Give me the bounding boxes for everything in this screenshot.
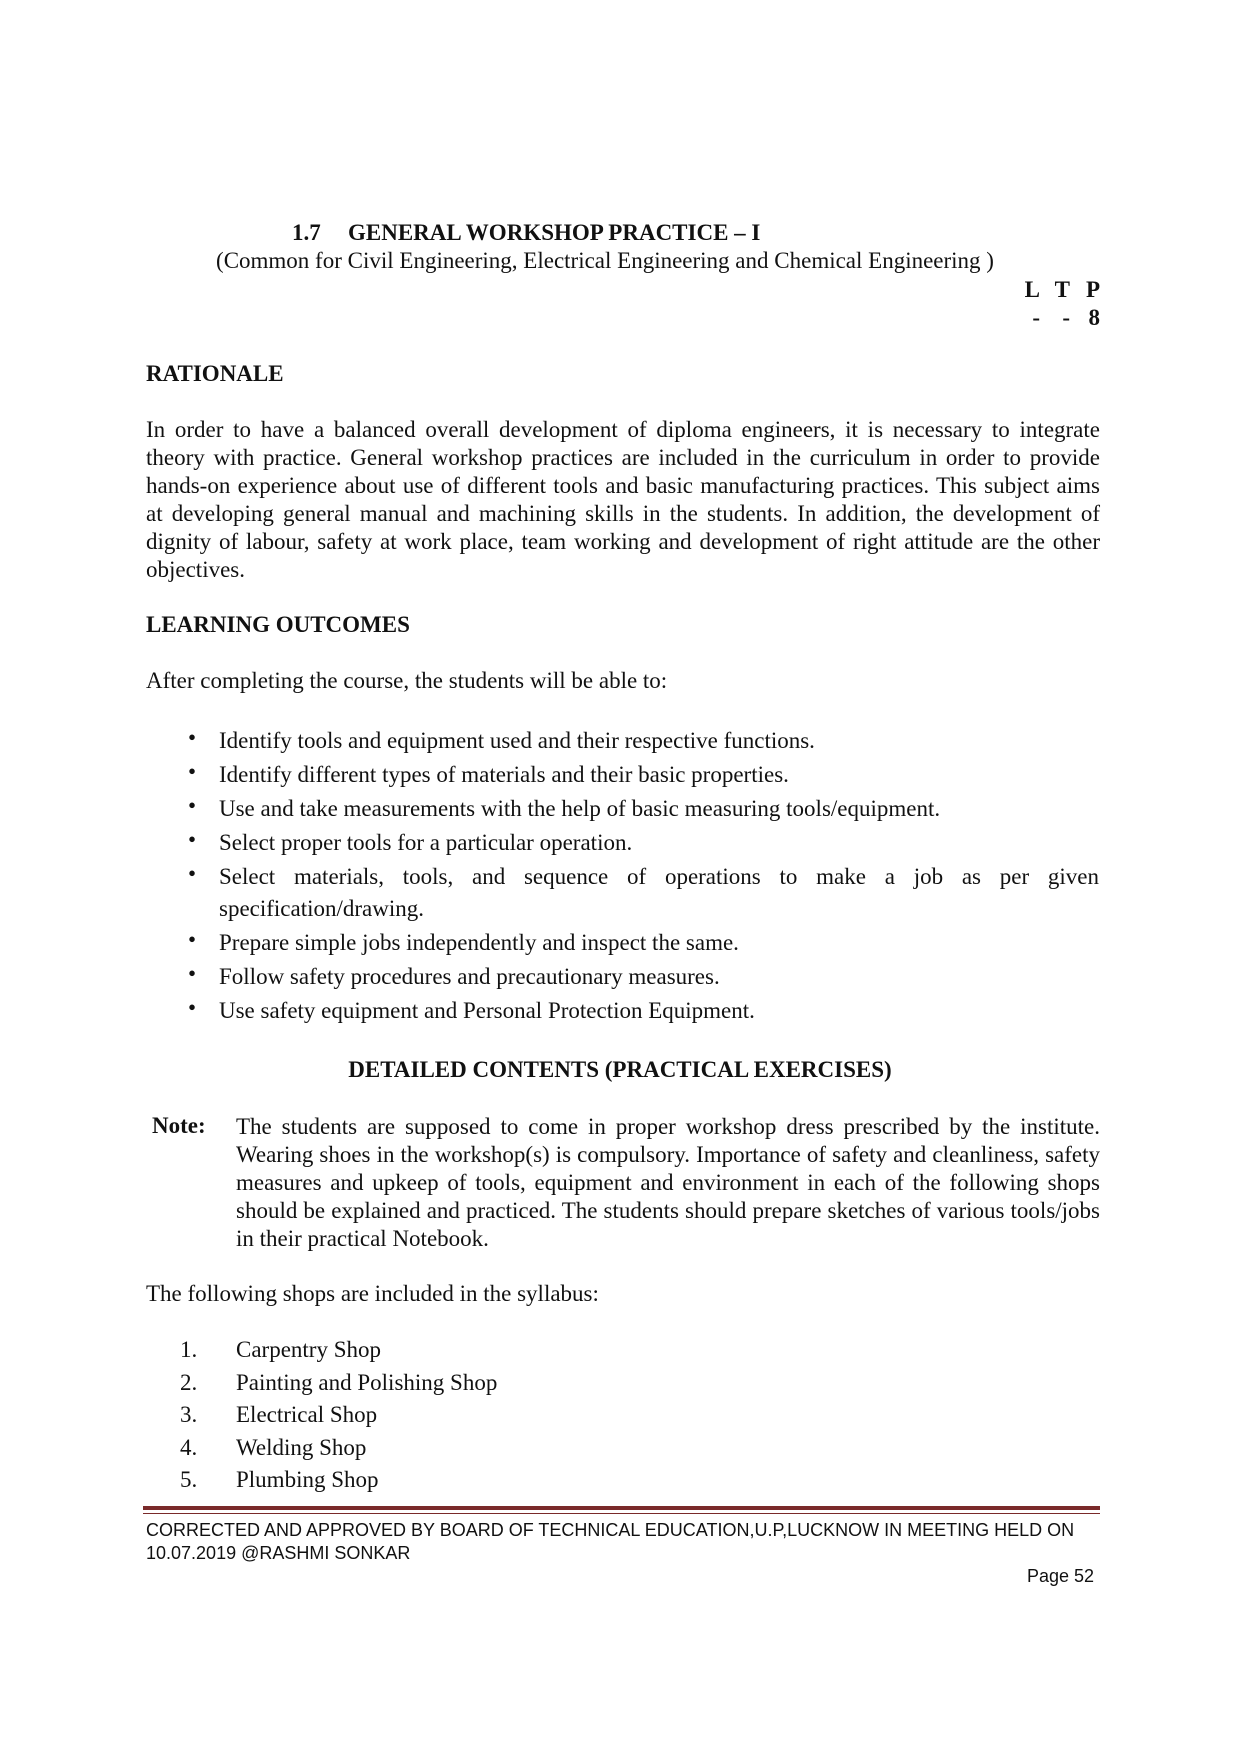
- shop-number: 3.: [180, 1402, 198, 1427]
- footer-note: [146, 1519, 1106, 1565]
- ltp-label-l: L: [1024, 277, 1040, 302]
- shop-number: 4.: [180, 1434, 198, 1460]
- ltp-value-l: -: [1032, 305, 1040, 330]
- list-item: • Prepare simple jobs independently and inspect the same.: [188, 927, 739, 955]
- ltp-label-t: T: [1054, 277, 1070, 302]
- bullet-icon: •: [188, 961, 197, 986]
- learning-outcomes-heading: LEARNING OUTCOMES: [146, 612, 410, 637]
- shop-name: Electrical Shop: [236, 1402, 378, 1427]
- footer-divider: [143, 1506, 1100, 1510]
- ltp-value-p: 8: [1088, 305, 1100, 330]
- ltp-values: [1000, 305, 1100, 331]
- list-item: • Identify different types of materials and their basic properties.: [188, 759, 789, 787]
- page-number: Page 52: [1026, 1566, 1094, 1586]
- list-item: [0, 1435, 1240, 1468]
- list-item: • Identify tools and equipment used and their respective functions.: [188, 725, 815, 753]
- shops-intro: The following shops are included in the syllabus:: [146, 1281, 599, 1306]
- bullet-icon: •: [188, 827, 197, 852]
- shop-name: Plumbing Shop: [236, 1467, 379, 1492]
- shop-name: Painting and Polishing Shop: [236, 1369, 498, 1395]
- list-item: • Follow safety procedures and precautionary measures.: [188, 961, 720, 989]
- footer-line-1: CORRECTED AND APPROVED BY BOARD OF TECHNICAL EDUCATION,U.P,LUCKNOW IN MEETING HELD ON: [146, 1520, 1075, 1540]
- shop-name: Carpentry Shop: [236, 1337, 382, 1362]
- section-subtitle: (Common for Civil Engineering, Electrical Engineering and Chemical Engineering ): [216, 248, 994, 273]
- ltp-labels: [1000, 277, 1100, 303]
- bullet-icon: •: [188, 793, 197, 818]
- learning-outcomes-intro: After completing the course, the students will be able to:: [146, 668, 668, 693]
- list-item: • Select materials, tools, and sequence of operations to make a job as per given specification/drawing.: [188, 861, 1099, 921]
- bullet-icon: •: [188, 861, 197, 886]
- section-title-text: GENERAL WORKSHOP PRACTICE – I: [348, 220, 761, 245]
- list-item: [0, 1337, 1240, 1370]
- learning-outcomes-list: [0, 725, 1240, 1029]
- shop-number: 2.: [180, 1369, 198, 1395]
- shop-name: Welding Shop: [236, 1434, 367, 1460]
- section-title: [292, 220, 760, 246]
- bullet-icon: •: [188, 725, 197, 750]
- ltp-value-t: -: [1062, 305, 1070, 330]
- list-item: • Use and take measurements with the help of basic measuring tools/equipment.: [188, 793, 941, 821]
- bullet-icon: •: [188, 927, 197, 952]
- list-item: [0, 1402, 1240, 1435]
- list-item: • Select proper tools for a particular operation.: [188, 827, 633, 855]
- section-number: 1.7: [292, 220, 321, 245]
- detailed-contents-heading: DETAILED CONTENTS (PRACTICAL EXERCISES): [348, 1057, 892, 1082]
- footer-divider-thin: [143, 1513, 1100, 1514]
- note-text: The students are supposed to come in proper workshop dress prescribed by the institute. Wearing shoes in the workshop(s) is compulsory. Importance of safety and cleanliness, safety measures and upkeep of tools, equipment and environment in each of the following shops should be explained and practiced. The students should prepare sketches of various tools/jobs in their practical Notebook.: [236, 1114, 1100, 1251]
- rationale-heading: RATIONALE: [146, 361, 284, 386]
- ltp-label-p: P: [1085, 277, 1100, 302]
- bullet-icon: •: [188, 995, 197, 1020]
- footer-line-2: 10.07.2019 @RASHMI SONKAR: [146, 1543, 411, 1563]
- bullet-icon: •: [188, 759, 197, 784]
- list-item: • Use safety equipment and Personal Protection Equipment.: [188, 995, 755, 1023]
- rationale-text: In order to have a balanced overall development of diploma engineers, it is necessary to integrate theory with practice. General workshop practices are included in the curriculum in order to provide hands-on experience about use of different tools and basic manufacturing practices. This subject aims at developing general manual and machining skills in the students. In addition, the development of dignity of labour, safety at work place, team working and development of right attitude are the other objectives.: [146, 417, 1100, 582]
- shops-list: [0, 1337, 1240, 1500]
- shop-number: 5.: [180, 1467, 198, 1492]
- shop-number: 1.: [180, 1337, 198, 1362]
- list-item: [0, 1467, 1240, 1500]
- note-label: Note:: [152, 1113, 206, 1138]
- list-item: [0, 1370, 1240, 1403]
